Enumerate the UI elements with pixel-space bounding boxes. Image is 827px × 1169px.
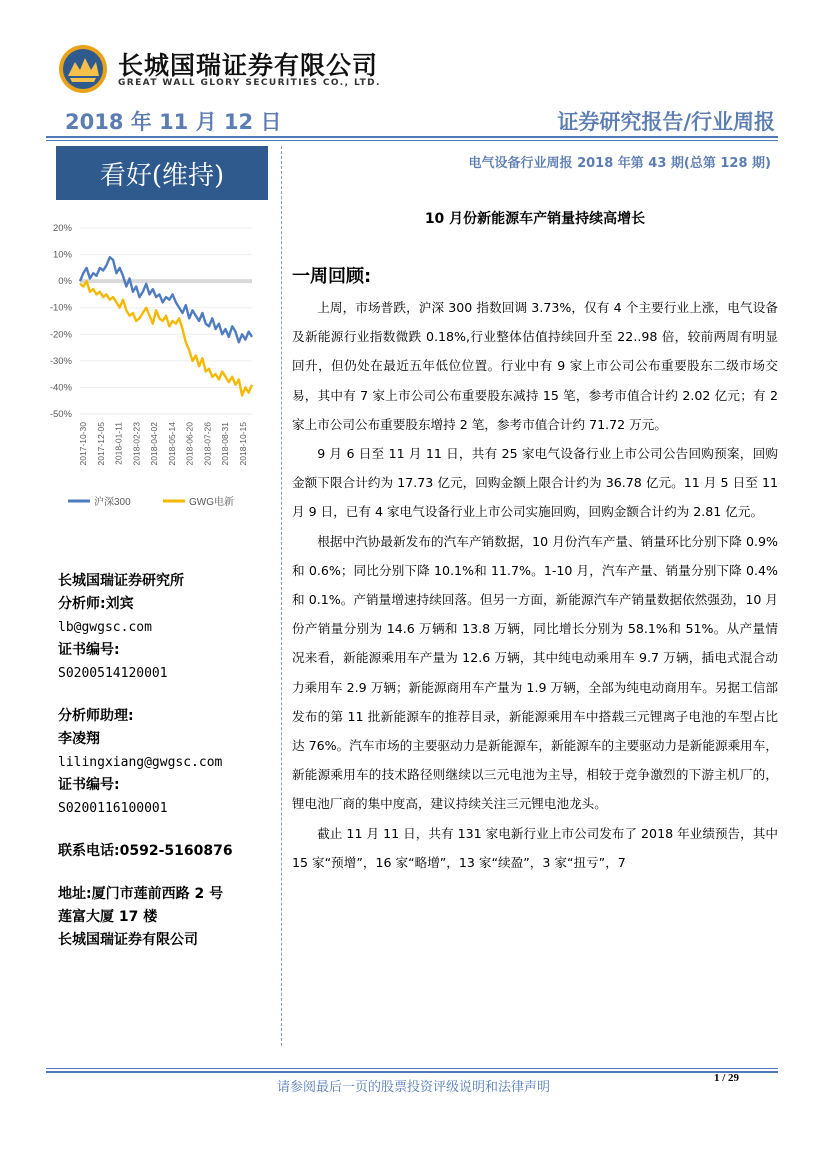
y-tick-label: 0%: [58, 276, 72, 288]
y-tick-label: -40%: [49, 382, 72, 394]
paragraph: 9 月 6 日至 11 月 11 日，共有 25 家电气设备行业上市公司公告回购预案，回购金额下限合计约为 17.73 亿元，回购金额上限合计约为 36.78 亿元。11 月 5 日至 11 月 9 日，已有 4 家电气设备行业上市公司实施回购，回购金额合计约为 2.81 亿元。: [292, 446, 778, 520]
analyst-email: lb@gwgsc.com: [58, 620, 152, 635]
footer-divider-thick: [46, 1071, 778, 1073]
company-name-en: GREAT WALL GLORY SECURITIES CO., LTD.: [118, 78, 381, 88]
report-body: [292, 293, 778, 877]
paragraph: 上周，市场普跌，沪深 300 指数回调 3.73%，仅有 4 个主要行业上涨，电气设备及新能源行业指数微跌 0.18%,行业整体估值持续回升至 22..98 倍，较前两周有明显回升，但仍处在最近五年低位位置。行业中有 9 家上市公司公布重要股东二级市场交易，其中有 7 家上市公司公布重要股东减持 15 笔，参考市值合计约 2.02 亿元；有 2 家上市公司公布重要股东增持 2 笔，参考市值合计约 71.72 万元。: [292, 300, 778, 432]
y-tick-label: -30%: [49, 355, 72, 367]
assistant-cert-label: 证书编号:: [58, 777, 120, 793]
header-divider-thin: [46, 140, 778, 141]
x-tick-label: 2018-07-26: [202, 422, 213, 466]
x-tick-label: 2018-10-15: [238, 422, 248, 466]
address-line-3: 长城国瑞证券有限公司: [58, 932, 198, 948]
paragraph: 截止 11 月 11 日，共有 131 家电新行业上市公司发布了 2018 年业绩预告，其中 15 家“预增”，16 家“略增”，13 家“续盈”，3 家“扭亏”，7: [292, 825, 778, 870]
institute-name: 长城国瑞证券研究所: [58, 573, 184, 589]
footer-divider: [46, 1068, 778, 1069]
analyst-cert: S0200514120001: [58, 666, 168, 681]
page-number: 1 / 29: [713, 1072, 739, 1084]
analyst-label: 分析师:刘宾: [58, 596, 134, 612]
legend-label: 沪深300: [94, 497, 131, 508]
analyst-info: [58, 570, 273, 952]
contact-phone: 联系电话:0592-5160876: [58, 843, 233, 859]
legend-label: GWG电新: [189, 497, 234, 508]
x-tick-label: 2018-04-02: [149, 422, 160, 466]
analyst-cert-label: 证书编号:: [58, 642, 120, 658]
report-title: 10 月份新能源车产销量持续高增长: [424, 211, 646, 227]
header-divider: [46, 136, 778, 138]
company-name-cn: 长城国瑞证券有限公司: [118, 51, 379, 80]
column-separator: [281, 146, 282, 1046]
x-tick-label: 2018-05-14: [166, 422, 177, 466]
y-tick-label: 20%: [52, 223, 72, 234]
y-tick-label: -10%: [49, 302, 72, 314]
performance-chart: [40, 218, 268, 518]
footer-disclaimer: 请参阅最后一页的股票投资评级说明和法律声明: [276, 1080, 550, 1095]
report-issue: 电气设备行业周报 2018 年第 43 期(总第 128 期): [468, 156, 771, 171]
report-date: 2018 年 11 月 12 日: [65, 110, 282, 134]
y-tick-label: -20%: [49, 329, 72, 341]
x-tick-label: 2018-01-11: [113, 422, 124, 465]
rating-badge: 看好(维持): [56, 146, 268, 200]
assistant-label: 分析师助理:: [58, 708, 134, 724]
x-tick-label: 2018-06-20: [184, 422, 195, 466]
report-type: 证券研究报告/行业周报: [557, 110, 775, 134]
series-line: [80, 257, 252, 342]
assistant-name: 李凌翔: [58, 731, 100, 747]
assistant-email: lilingxiang@gwgsc.com: [58, 755, 223, 770]
x-tick-label: 2018-08-31: [220, 422, 231, 466]
x-tick-label: 2017-12-05: [95, 422, 106, 466]
y-tick-label: -50%: [49, 409, 72, 420]
x-tick-label: 2018-02-23: [131, 422, 142, 466]
company-logo-icon: [58, 44, 108, 94]
y-tick-label: 10%: [52, 249, 72, 261]
section-heading: 一周回顾:: [292, 266, 372, 287]
address-line-1: 地址:厦门市莲前西路 2 号: [58, 886, 224, 902]
x-tick-label: 2017-10-30: [78, 422, 88, 466]
address-line-2: 莲富大厦 17 楼: [58, 909, 158, 925]
paragraph: 根据中汽协最新发布的汽车产销数据，10 月份汽车产量、销量环比分别下降 0.9%和 0.6%；同比分别下降 10.1%和 11.7%。1-10 月，汽车产量、销量分别下降 0.4%和 0.1%。产销量增速持续回落。但另一方面，新能源汽车产销量数据依然强劲，10 月份产销量分别为 14.6 万辆和 13.8 万辆，同比增长分别为 58.1%和 51%。从产量情况来看，新能源乘用车产量为 12.6 万辆，其中纯电动乘用车 9.7 万辆，插电式混合动力乘用车 2.9 万辆；新能源商用车产量为 1.9 万辆，全部为纯电动商用车。另据工信部发布的第 11 批新能源车的推荐目录，新能源乘用车中搭载三元锂离子电池的车型占比达 76%。汽车市场的主要驱动力是新能源车，新能源车的主要驱动力是新能源乘用车，新能源乘用车的技术路径则继续以三元电池为主导，相较于竞争激烈的下游主机厂的，锂电池厂商的集中度高，建议持续关注三元锂电池龙头。: [292, 533, 778, 812]
assistant-cert: S0200116100001: [58, 801, 168, 816]
